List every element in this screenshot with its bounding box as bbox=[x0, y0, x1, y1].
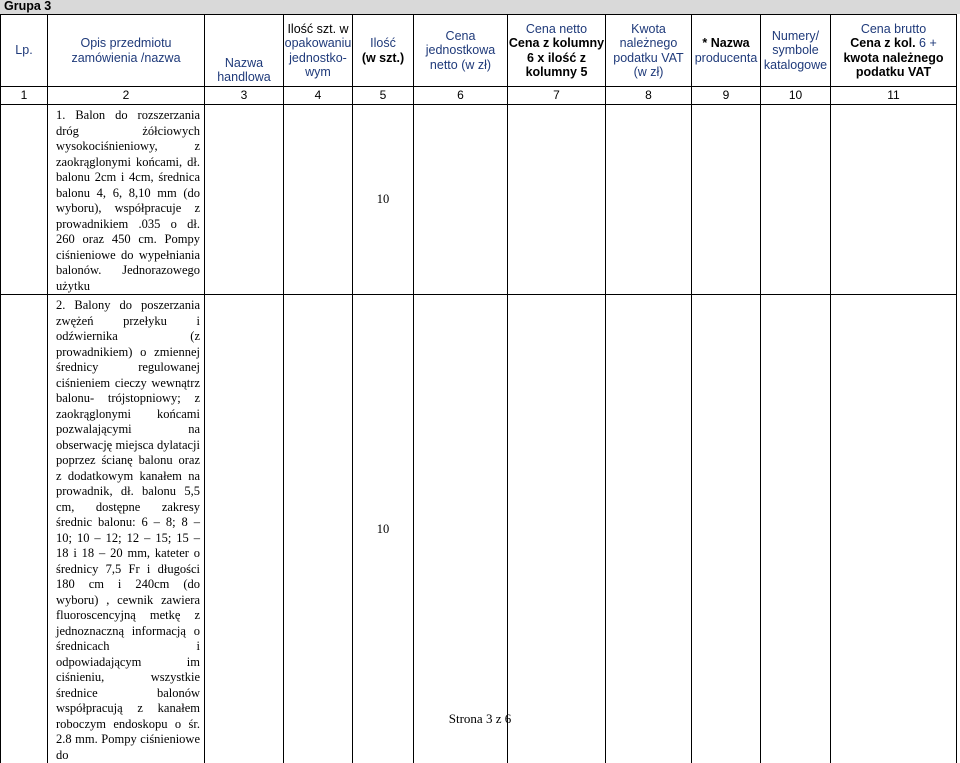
page-footer: Strona 3 z 6 bbox=[0, 711, 960, 726]
column-number: 7 bbox=[508, 87, 606, 105]
col-header-numery: Numery/ symbole katalogowe bbox=[761, 15, 831, 87]
tender-table bbox=[0, 14, 957, 763]
item-description: 2. Balony do poszerzania zwężeń przełyku i odźwiernika (z prowadnikiem) o zmiennej średnicy regulowanej ciśnieniem cieczy wewnątrz balonu- trójstopniowy; z zaokrąglonymi końcami pozwalającymi na obserwację miejsca dylatacji poprzez ścianę balonu oraz z dodatkowym kanałem na prowadnik, dł. balonu 5,5 cm, dostępne zakresy średnic balonu: 6 – 8; 8 – 10; 10 – 12; 12 – 15; 15 – 18 i 18 – 20 mm, kateter o średnicy 7,5 Fr i długości 180 cm i 240cm (do wyboru) , cewnik zawiera fluoroscencyjną metkę z jednoznaczną informacją o średnicach i odpowiadającym im ciśnieniu, wszystkie średnice balonów współpracują z kanałem roboczym endoskopu o śr. 2.8 mm. Pompy ciśnieniowe do bbox=[56, 298, 200, 763]
item-vat-amount[interactable] bbox=[606, 295, 692, 763]
group-header-bar bbox=[0, 0, 960, 14]
header-row bbox=[1, 15, 957, 87]
column-number: 10 bbox=[761, 87, 831, 105]
item-trade-name[interactable] bbox=[205, 105, 284, 295]
column-number-row bbox=[1, 87, 957, 105]
col-header-nazwa-producenta-line2: producenta bbox=[692, 51, 760, 65]
item-gross-price[interactable] bbox=[831, 105, 957, 295]
col-header-ilosc-szt bbox=[284, 15, 353, 87]
col-header-cena-jedn: Cena jednostkowa netto (w zł) bbox=[414, 15, 508, 87]
item-unit-price[interactable] bbox=[414, 295, 508, 763]
item-unit-price[interactable] bbox=[414, 105, 508, 295]
table-row bbox=[1, 295, 957, 763]
col-header-cena-brutto-line3: kwota należnego podatku VAT bbox=[831, 51, 956, 79]
column-number: 11 bbox=[831, 87, 957, 105]
item-producer[interactable] bbox=[692, 295, 761, 763]
item-description-cell bbox=[48, 295, 205, 763]
col-header-ilosc bbox=[353, 15, 414, 87]
item-catalog-number[interactable] bbox=[761, 295, 831, 763]
col-header-nazwa-producenta bbox=[692, 15, 761, 87]
item-description-cell bbox=[48, 105, 205, 295]
col-header-ilosc-szt-line1: Ilość szt. w bbox=[284, 22, 352, 36]
column-number: 8 bbox=[606, 87, 692, 105]
item-net-price[interactable] bbox=[508, 105, 606, 295]
col-header-opis: Opis przedmiotu zamówienia /nazwa bbox=[48, 15, 205, 87]
column-number: 3 bbox=[205, 87, 284, 105]
col-header-cena-netto-line1: Cena netto bbox=[508, 22, 605, 36]
col-header-nazwa-handlowa: Nazwa handlowa bbox=[205, 15, 284, 87]
item-lp bbox=[1, 295, 48, 763]
col-header-kwota-vat: Kwota należnego podatku VAT (w zł) bbox=[606, 15, 692, 87]
item-lp bbox=[1, 105, 48, 295]
column-number: 6 bbox=[414, 87, 508, 105]
item-package-qty[interactable] bbox=[284, 105, 353, 295]
item-catalog-number[interactable] bbox=[761, 105, 831, 295]
column-number: 2 bbox=[48, 87, 205, 105]
table-row bbox=[1, 105, 957, 295]
item-trade-name[interactable] bbox=[205, 295, 284, 763]
column-number: 9 bbox=[692, 87, 761, 105]
item-description: 1. Balon do rozszerzania dróg żółciowych wysokociśnieniowy, z zaokrąglonymi końcami, dł. balonu 2cm i 4cm, średnica balonu 4, 6, 8,10 mm (do wyboru), współpracuje z prowadnikiem .035 o dł. 260 oraz 450 cm. Pompy ciśnieniowe do wypełniania balonów. Jednorazowego użytku bbox=[56, 108, 200, 294]
col-header-cena-brutto-line1: Cena brutto bbox=[831, 22, 956, 36]
column-number: 4 bbox=[284, 87, 353, 105]
column-number: 1 bbox=[1, 87, 48, 105]
col-header-cena-brutto-line2b: 6 + bbox=[916, 36, 937, 50]
item-gross-price[interactable] bbox=[831, 295, 957, 763]
item-vat-amount[interactable] bbox=[606, 105, 692, 295]
col-header-lp: Lp. bbox=[1, 15, 48, 87]
col-header-ilosc-line1: Ilość bbox=[353, 36, 413, 50]
item-package-qty[interactable] bbox=[284, 295, 353, 763]
item-quantity: 10 bbox=[353, 295, 414, 763]
item-net-price[interactable] bbox=[508, 295, 606, 763]
col-header-ilosc-szt-rest: opakowaniu jednostko-wym bbox=[284, 36, 352, 78]
col-header-cena-brutto-line2a: Cena z kol. bbox=[850, 36, 915, 50]
col-header-cena-netto-rest: Cena z kolumny 6 x ilość z kolumny 5 bbox=[508, 36, 605, 78]
col-header-ilosc-line2: (w szt.) bbox=[353, 51, 413, 65]
item-quantity: 10 bbox=[353, 105, 414, 295]
col-header-cena-netto bbox=[508, 15, 606, 87]
col-header-cena-brutto bbox=[831, 15, 957, 87]
column-number: 5 bbox=[353, 87, 414, 105]
group-title: Grupa 3 bbox=[4, 0, 51, 13]
item-producer[interactable] bbox=[692, 105, 761, 295]
col-header-nazwa-producenta-line1: * Nazwa bbox=[692, 36, 760, 50]
